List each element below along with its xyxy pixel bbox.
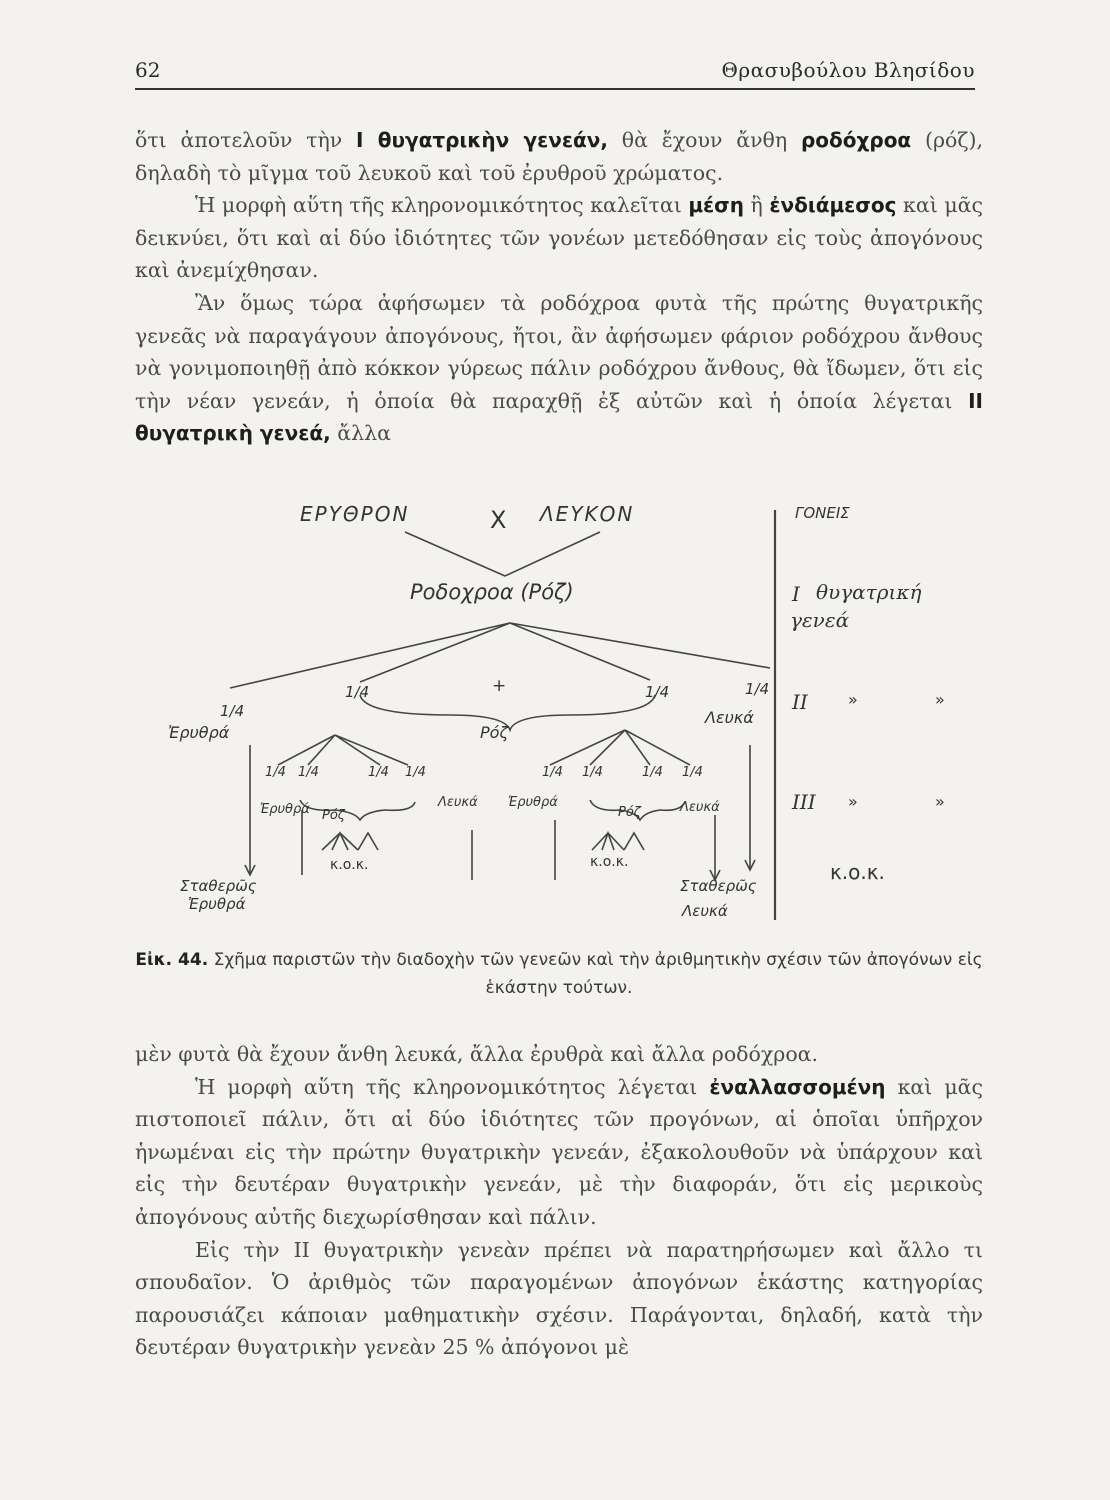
roz-label: Ρόζ [480,723,509,742]
running-head: Θρασυβούλου Βλησίδου [721,58,975,82]
paragraph [135,124,983,189]
text-run: θὰ ἔχουν ἄνθη [607,128,801,152]
text-run: μὲν φυτὰ θὰ ἔχουν ἄνθη λευκά, ἄλλα ἐρυθρὰ καὶ ἄλλα ροδόχροα. [135,1042,819,1066]
parent-white-label: ΛΕΥΚΟΝ [540,502,635,526]
parent-red-label: ΕΡΥΘΡΟΝ [300,502,410,526]
text-run: ὅτι ἀποτελοῦν τὴν [135,128,357,152]
stable-label: Σταθερῶς [180,877,257,895]
bold-term: I θυγατρικὴν γενεάν, [356,128,608,152]
text-run: ἄλλα [330,421,391,446]
page-header [135,58,975,92]
fraction-label: 1/4 [298,765,319,780]
brace [300,800,415,820]
fraction-label: 1/4 [345,683,370,701]
red-label: Ἐρυθρά [508,795,558,810]
generation-f2-label: II [792,690,808,714]
bold-term: μέση [688,193,744,218]
arrow-line [510,623,650,680]
generation-f3-label: III [792,790,816,814]
paragraph [135,287,983,450]
stable-label: Σταθερῶς [680,877,757,895]
fraction-label: 1/4 [220,702,245,720]
arrow-line [510,623,770,668]
text-run: καὶ μᾶς δεικνύει, ὅτι καὶ αἱ δύο ἰδιότητες τῶν γονέων μετεδόθησαν εἰς τοὺς ἀπογόνους καὶ ἀνεμίχθησαν. [135,193,983,283]
bold-term: II θυγατρικὴ γενεά, [135,388,983,446]
paragraph [135,189,983,287]
fraction-label: 1/4 [582,765,603,780]
generation-f1-word: θυγατρική [816,580,922,604]
inheritance-diagram [150,490,990,940]
body-text-bottom [135,1038,983,1364]
text-run: καὶ μᾶς πιστοποιεῖ πάλιν, ὅτι αἱ δύο ἰδιότητες τῶν προγόνων, αἱ ὁποῖαι ὑπῆρχον ἡνωμέναι εἰς τὴν πρώτην θυγατρικὴν γενεάν, ἐξακολουθοῦν νὰ ὑπάρχουν καὶ εἰς τὴν δευτέραν θυγατρικὴν γενεάν, μὲ τὴν διαφοράν, ὅτι εἰς μερικοὺς ἀπογόνους αὐτῆς διεχωρίσθησαν καὶ πάλιν. [135,1074,984,1229]
text-run: Ἂν ὅμως τώρα ἀφήσωμεν τὰ ροδόχροα φυτὰ τῆς πρώτης θυγατρικῆς γενεᾶς νὰ παραγάγουν ἀπογόνους, ἤτοι, ἂν ἀφήσωμεν φάριον ροδόχρου ἄνθους νὰ γονιμοποιηθῇ ἀπὸ κόκκον γύρεως πάλιν ροδόχρου ἄνθους, θὰ ἴδωμεν, ὅτι εἰς τὴν νέαν γενεάν, ἡ ὁποία θὰ παραχθῇ ἐξ αὐτῶν καὶ ἡ ὁποία λέγεται [135,290,983,413]
fan-lines [592,833,644,850]
stable-red-label: Ἐρυθρά [188,895,246,913]
text-run: Ἡ μορφὴ αὕτη τῆς κληρονομικότητος λέγεται [195,1074,710,1099]
fraction-label: 1/4 [368,765,389,780]
body-text-top [135,124,983,450]
f1-label: Ροδοχροα (Ρόζ) [410,580,574,604]
figure-number: Εἰκ. 44. [135,950,209,970]
split-lines [550,730,690,765]
text-run: ἢ [743,193,770,218]
fan-lines [322,833,378,850]
fraction-label: 1/4 [542,765,563,780]
fraction-label: 1/4 [642,765,663,780]
etc-label: κ.ο.κ. [590,854,629,870]
ditto-mark: » [848,792,858,811]
ditto-mark: » [935,792,945,811]
fraction-label: 1/4 [682,765,703,780]
red-label: Ἐρυθρά [260,802,310,817]
page-number: 62 [135,58,161,82]
bold-term: ροδόχροα [800,128,912,152]
figure-caption [135,946,983,1002]
bold-term: ἐνδιάμεσος [769,193,897,218]
text-run: Ἡ μορφὴ αὕτη τῆς κληρονομικότητος καλεῖται [195,193,689,218]
fraction-label: 1/4 [645,683,670,701]
paragraph [135,1071,983,1234]
text-run: (ρόζ), δηλαδὴ τὸ μῖγμα τοῦ λευκοῦ καὶ τοῦ ἐρυθροῦ χρώματος. [135,128,983,185]
cross-symbol: X [490,506,507,534]
white-label: Λευκά [680,800,720,815]
header-rule [135,88,975,90]
white-label: Λευκά [705,708,754,727]
fraction-label: 1/4 [405,765,426,780]
stable-white-label: Λευκά [682,902,728,920]
split-lines [278,735,408,765]
paragraph [135,1038,983,1071]
generation-etc-label: κ.ο.κ. [830,860,885,884]
roz-label: Ρόζ [322,808,345,823]
arrowheads [245,860,755,880]
etc-label: κ.ο.κ. [330,857,369,873]
roz-label: Ρόζ [618,805,641,820]
white-label: Λευκά [438,795,478,810]
ditto-mark: » [848,690,858,709]
fraction-label: 1/4 [745,680,770,698]
generation-f1-number: I [792,582,800,606]
parent-cross-lines [405,532,600,576]
generation-parents-label: ΓΟΝΕΙΣ [795,504,850,522]
generation-f1-word: γενεά [790,608,850,632]
text-run: Εἰς τὴν II θυγατρικὴν γενεὰν πρέπει νὰ παρατηρήσωμεν καὶ ἄλλο τι σπουδαῖον. Ὁ ἀριθμὸς τῶν παραγομένων ἀπογόνων ἑκάστης κατηγορίας παρουσιάζει κάποιαν μαθηματικὴν σχέσιν. Παράγονται, δηλαδή, κατὰ τὴν δευτέραν θυγατρικὴν γενεὰν 25 % ἀπόγονοι μὲ [135,1237,983,1360]
ditto-mark: » [935,690,945,709]
paragraph [135,1234,983,1364]
plus-symbol: + [492,676,507,696]
bold-term: ἐναλλασσομένη [709,1074,886,1099]
fraction-label: 1/4 [265,765,286,780]
caption-text: Σχῆμα παριστῶν τὴν διαδοχὴν τῶν γενεῶν καὶ τὴν ἀριθμητικὴν σχέσιν τῶν ἀπογόνων εἰς ἑκάστην τούτων. [208,950,983,998]
red-label: Ἐρυθρά [168,723,230,742]
